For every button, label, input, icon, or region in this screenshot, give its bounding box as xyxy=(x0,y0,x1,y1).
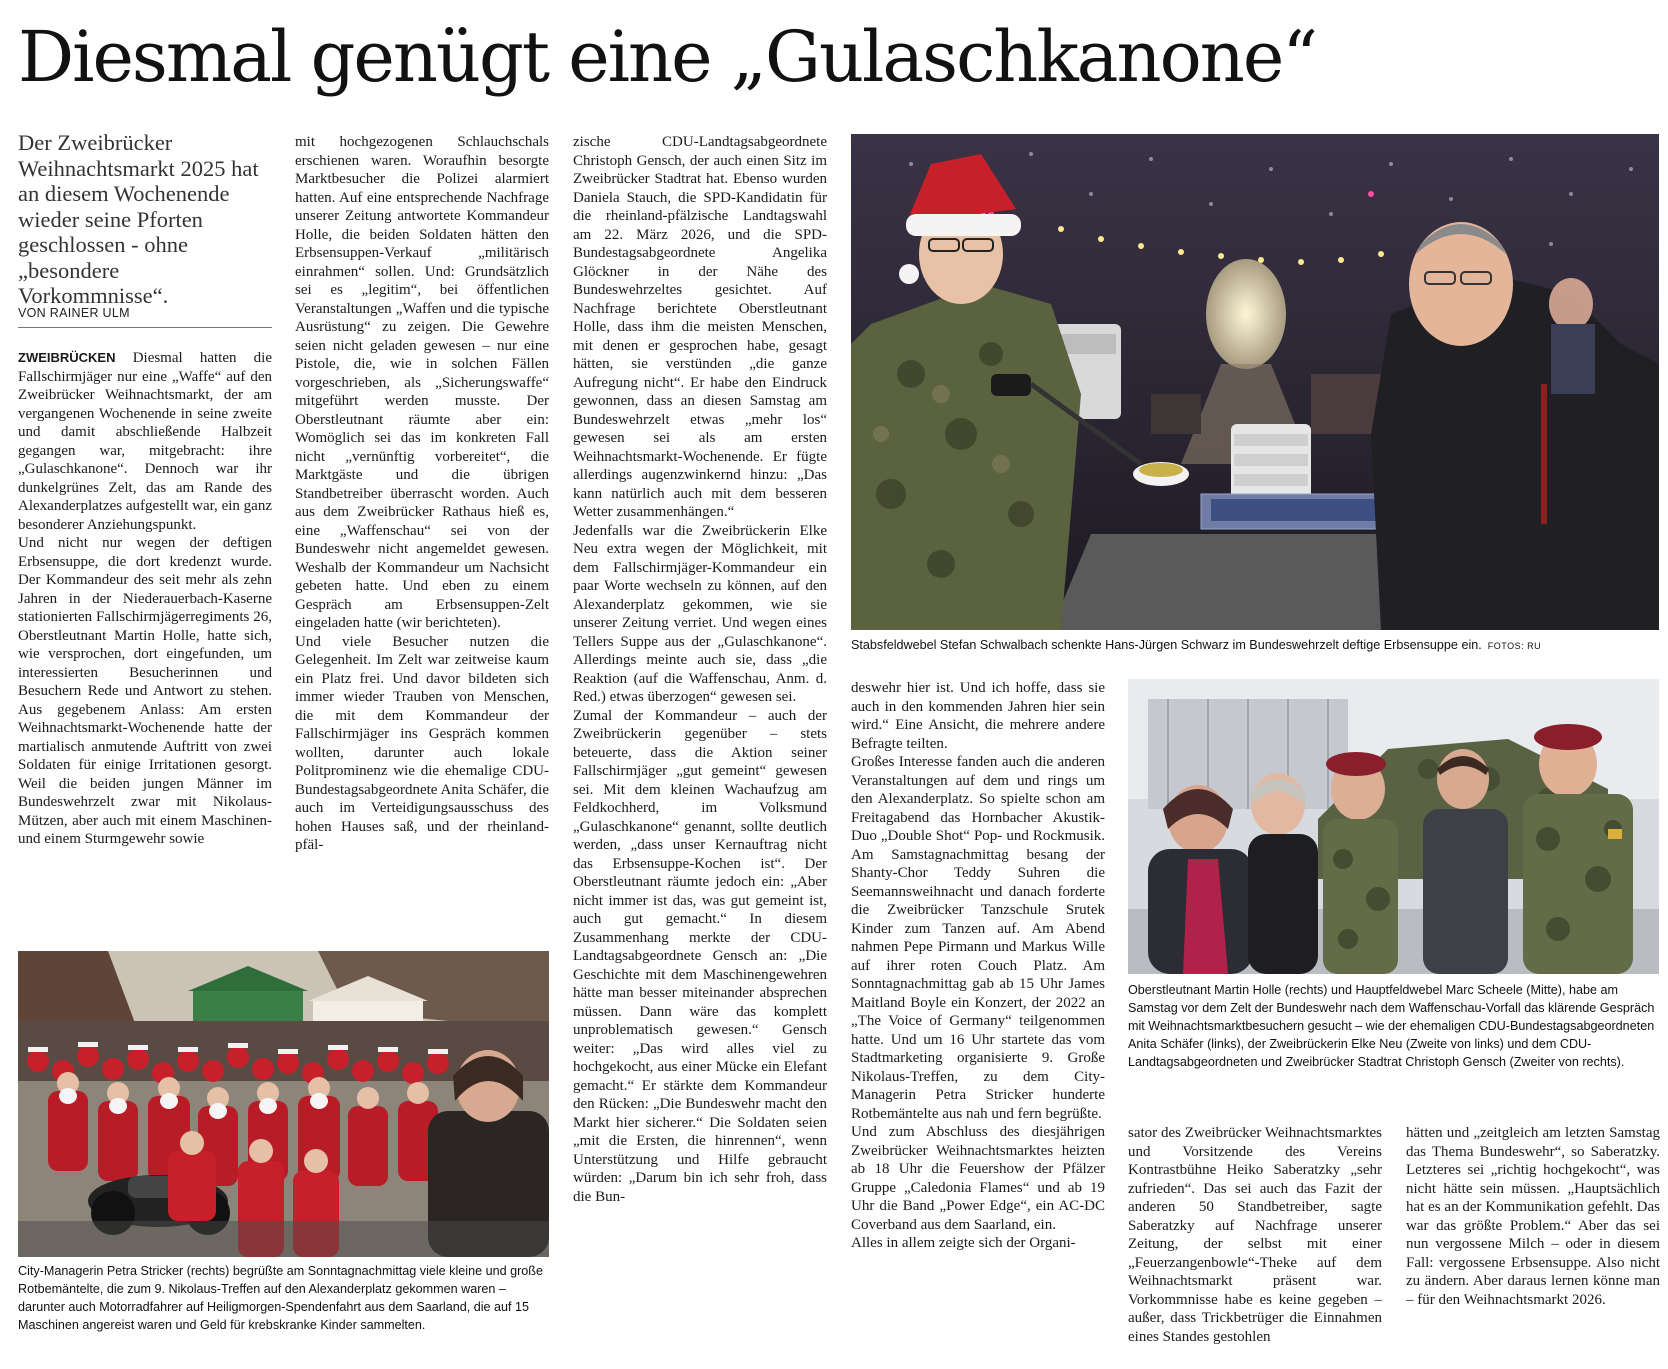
paragraph: hätten und „zeitgleich am letzten Samstag das Thema Bundeswehr“, so Saberatzky. Letzteres sei „richtig hochgekocht“, was nicht hätte sein müssen. „Hauptsächlich hat es an der Kommunikation gefehlt. Das war das größte Problem.“ Aber das sei nun vergossene Milch – oder in diesem Fall: vergossene Erbsensuppe. Also nicht zu ändern. Aber daraus lernen könne man – für den Weihnachtsmarkt 2026. xyxy=(1406,1125,1660,1308)
article-column-6 xyxy=(1406,1124,1660,1369)
paragraph: Großes Interesse fanden auch die anderen Veranstaltungen auf dem und rings um den Alexanderplatz. So spielte schon am Freitagabend das Hornbacher Akustik-Duo „Double Shot“ Pop- und Rockmusik. Am Samstagnachmittag besang der Shanty-Chor Teddy Suhren die Seemannsweihnacht und danach forderte die Zweibrücker Tanzschule Srutek Kinder zum Tanzen auf. Am Abend nahmen Pepe Pirmann und Markus Wille auf ihrer roten Couch Platz. Am Sonntagnachmittag gab ab 15 Uhr James Maitland Boyle ein Konzert, der 2022 an „The Voice of Germany“ teilgenommen hatte. Und um 16 Uhr startete das vom Stadtmarketing organisierte 9. Große Nikolaus-Treffen, zu dem City-Managerin Petra Stricker hunderte Rotbemäntelte aus nah und fern begrüßte. xyxy=(851,754,1105,1122)
article-column-4 xyxy=(851,679,1105,1369)
paragraph: Alles in allem zeigte sich der Organi- xyxy=(851,1235,1076,1251)
paragraph: Jedenfalls war die Zweibrückerin Elke Neu extra wegen der Möglichkeit, mit dem Fallschirmjäger-Kommandeur ein paar Worte wechseln zu können, auf den Alexanderplatz gekommen, wie sie unserer Zeitung verriet. Und wegen eines Tellers Suppe aus der „Gulaschkanone“. Allerdings meinte auch sie, dass „die Reaktion (auf die Waffenschau, Anm. d. Red.) etwas überzogen“ gewesen sei. xyxy=(573,522,827,705)
paragraph: Und viele Besucher nutzen die Gelegenheit. Im Zelt war zeitweise kaum ein Platz frei. Und davor bildeten sich immer wieder Trauben von Menschen, die mit dem Kommandeur der Fallschirmjäger ins Gespräch kommen wollten, darunter auch lokale Politprominenz wie die ehemalige CDU-Bundestagsabgeordnete Anita Schäfer, die auch im Verteidigungsausschuss des hohen Hauses saß, und der rheinland-pfäl- xyxy=(295,633,549,853)
paragraph: zische CDU-Landtagsabgeordnete Christoph Gensch, der auch einen Sitz im Zweibrücker Stadtrat hat. Ebenso wurden Daniela Stauch, die SPD-Kandidatin für die rheinland-pfälzische Landtagswahl am 22. März 2026, und die SPD-Bundestagsabgeordnete Angelika Glöckner in der Nähe des Bundeswehrzeltes gesichtet. Auf Nachfrage berichtete Oberstleutnant Holle, dass ihm die meisten Menschen, mit denen er gesprochen habe, gesagt hätten, sie verstünden „die ganze Aufregung nicht“. Er habe den Eindruck gewonnen, dass an diesen Samstag am Bundeswehrzelt etwas „mehr los“ gewesen sei als am ersten Weihnachtsmarkt-Wochenende. Er fügte allerdings augenzwinkernd hinzu: „Das kann natürlich auch mit dem besseren Wetter zusammenhängen.“ xyxy=(573,134,827,520)
caption-text: Stabsfeldwebel Stefan Schwalbach schenkte Hans-Jürgen Schwarz im Bundeswehrzelt deftige Erbsensuppe ein. xyxy=(851,638,1482,652)
byline: VON RAINER ULM xyxy=(18,306,272,328)
headline: Diesmal genügt eine „Gulaschkanone“ xyxy=(18,16,1317,98)
paragraph xyxy=(18,349,272,534)
santas-photo-illustration xyxy=(18,951,549,1257)
group-photo-caption: Oberstleutnant Martin Holle (rechts) und Hauptfeldwebel Marc Scheele (Mitte), habe am Samstag vor dem Zelt der Bundeswehr nach dem Waffenschau-Vorfall das klärende Gespräch mit Weihnachtsmarktbesuchern gesucht – wie der ehemaligen CDU-Bundestagsabgeordneten Anita Schäfer (links), der Zweibrückerin Elke Neu (Zweite von links) und dem CDU-Landtagsabgeordneten und Zweibrücker Stadtrat Christoph Gensch (Zweiter von rechts). xyxy=(1128,983,1655,1069)
article-column-3 xyxy=(573,133,827,1369)
tent-photo-caption xyxy=(851,636,1659,655)
article-column-2 xyxy=(295,133,549,855)
paragraph: mit hochgezogenen Schlauchschals erschienen waren. Woraufhin besorgte Marktbesucher die Polizei alarmiert hatten. Auf eine entsprechende Nachfrage unserer Zeitung antwortete Kommandeur Holle, die beiden Soldaten hätten den Erbsensuppen-Verkauf „militärisch einrahmen“ sollen. Und: Grundsätzlich sei es „legitim“, bei öffentlichen Veranstaltungen „Waffen und die typische Ausrüstung“ zu zeigen. Die Gewehre seien nicht geladen gewesen – nur eine Pistole, die, wie in solchen Fällen vorgeschrieben, als „Sicherungswaffe“ mitgeführt werden musste. Der Oberstleutnant räumte aber ein: Womöglich sei das im konkreten Fall nicht „vernünftig vorbereitet“, die Marktgäste und die übrigen Standbetreiber überrascht worden. Auch aus dem Zweibrücker Rathaus hieß es, eine „Waffenschau“ sei von der Bundeswehr nicht angemeldet gewesen. Weshalb der Kommandeur um Nachsicht gebeten hatte. Und eben zu einem Gespräch am Erbsensuppen-Zelt eingeladen hatte (wir berichteten). xyxy=(295,134,549,631)
tent-photo xyxy=(851,134,1659,630)
dateline: ZWEIBRÜCKEN xyxy=(18,350,116,365)
santas-photo-caption: City-Managerin Petra Stricker (rechts) begrüßte am Sonntagnachmittag viele kleine und große Rotbemäntelte, die zum 9. Nikolaus-Treffen auf den Alexanderplatz gekommen waren – darunter auch Motorradfahrer auf Heiligmorgen-Spendenfahrt aus dem Saarland, die auf 15 Maschinen angereist waren und Geld für krebskranke Kinder sammelten. xyxy=(18,1264,543,1332)
group-photo xyxy=(1128,679,1659,974)
paragraph: Und zum Abschluss des diesjährigen Zweibrücker Weihnachtsmarktes heizten ab 18 Uhr die Feuershow der Pfälzer Gruppe „Caledonia Flames“ und ab 19 Uhr die Band „Power Edge“, ein AC-DC Coverband aus dem Saarland, ein. xyxy=(851,1124,1105,1233)
intro-text: Der Zweibrücker Weihnachtsmarkt 2025 hat an diesem Wochenende wieder seine Pforten geschlossen - ohne „besondere Vorkommnisse“. xyxy=(18,130,259,308)
photo-credit: FOTOS: RU xyxy=(1487,641,1542,651)
santas-photo xyxy=(18,951,549,1257)
paragraph: sator des Zweibrücker Weihnachtsmarktes und Vorsitzende des Vereins Kontrastbühne Heiko Saberatzky „sehr zufrieden“. Das sei auch das Fazit der anderen 50 Standbetreiber, sagte Saberatzky auf Nachfrage unserer Zeitung, der selbst mit einer „Feuerzangenbowle“-Theke auf dem Weihnachtsmarkt präsent war. Vorkommnisse habe es keine gegeben – außer, dass Trickbetrüger die Einnahmen eines Standes gestohlen xyxy=(1128,1125,1382,1345)
group-photo-illustration xyxy=(1128,679,1659,974)
intro-teaser xyxy=(18,130,272,309)
article-column-1 xyxy=(18,349,272,849)
article-column-5 xyxy=(1128,1124,1382,1369)
tent-photo-illustration xyxy=(851,134,1659,630)
paragraph: Zumal der Kommandeur – auch der Zweibrückerin gegenüber – stets beteuerte, dass die Aktion seiner Fallschirmjäger „gut gemeint“ gewesen sei. Mit dem kleinen Wachaufzug am Feldkochherd, im Volksmund „Gulaschkanone“ genannt, sollte deutlich werden, „dass unser Kernauftrag nicht das Erbsensuppe-Kochen ist“. Der Oberstleutnant räumte jedoch ein: „Aber nicht immer ist das, was gut gemeint ist, auch gut gemacht.“ In diesem Zusammenhang merkte der CDU-Landtagsabgeordnete Gensch an: „Die Geschichte mit dem Maschinengewehren hätte man besser miteinander absprechen müssen. Dann wäre das komplett unproblematisch gewesen.“ Gensch weiter: „Das wird alles viel zu hochgekocht, aus einer Mücke ein Elefant gemacht.“ Er stärkte dem Kommandeur den Rücken: „Die Bundeswehr macht den Markt hier sicherer.“ Die Soldaten seien „mit die Ersten, die hinrennen“, wenn Unterstützung und Hilfe gebraucht würden: „Darum bin ich sehr froh, dass die Bun- xyxy=(573,707,827,1205)
paragraph-text: Diesmal hatten die Fallschirmjäger nur eine „Waffe“ auf den Zweibrücker Weihnachtsmarkt, der am vergangenen Wochenende in seine zweite und damit abschließende Halbzeit gegangen war, mitgebracht: ihre „Gulaschkanone“. Dennoch war ihr dunkelgrünes Zelt, das am Rande des Alexanderplatzes aufgestellt war, ein ganz besonderer Anziehungspunkt. xyxy=(18,350,273,533)
paragraph: deswehr hier ist. Und ich hoffe, dass sie auch in den kommenden Jahren hier sein wird.“ Eine Ansicht, die mehrere andere Befragte teilten. xyxy=(851,680,1105,752)
paragraph: Und nicht nur wegen der deftigen Erbsensuppe, die dort kredenzt wurde. Der Kommandeur des seit mehr als zehn Jahren in der Niederauerbach-Kaserne stationierten Fallschirmjägerregiments 26, Oberstleutnant Martin Holle, hatte sich, wie versprochen, dort eingefunden, um interessierten Besucherinnen und Besuchern Rede und Antwort zu stehen. Aus gegebenem Anlass: Am ersten Weihnachtsmarkt-Wochenende hatte der martialisch anmutende Auftritt von zwei Soldaten für einige Irritationen gesorgt. Weil die beiden jungen Männer im Bundeswehrzelt zwar mit Nikolaus-Mützen, aber auch mit einem Maschinen- und einem Sturmgewehr sowie xyxy=(18,535,272,847)
